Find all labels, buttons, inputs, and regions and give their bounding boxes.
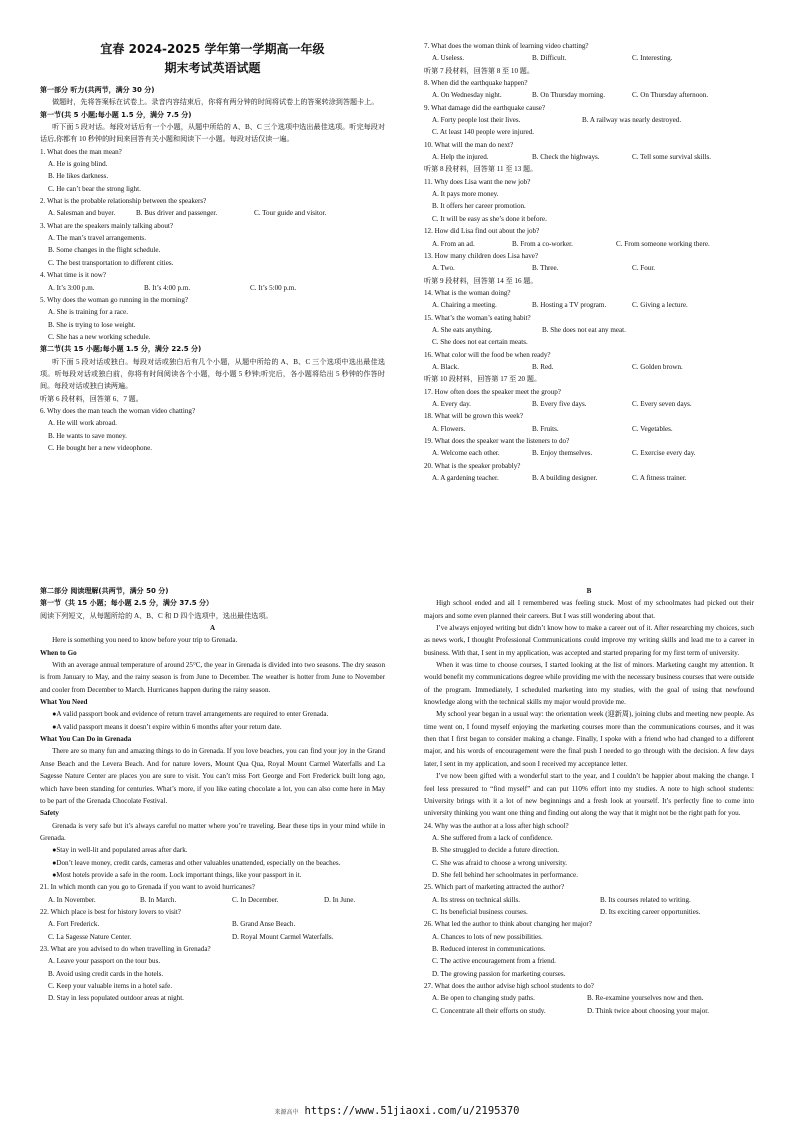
option-a: A. Fort Frederick. bbox=[48, 920, 100, 929]
question-stem: 9. What damage did the earthquake cause? bbox=[424, 103, 545, 112]
listening-section1-heading: 第一节(共 5 小题;每小题 1.5 分，满分 7.5 分) bbox=[40, 110, 192, 119]
option-b: B. Difficult. bbox=[532, 54, 567, 63]
option-c: C. Tour guide and visitor. bbox=[254, 209, 327, 218]
question-2 bbox=[40, 195, 385, 220]
reading-section1-instructions: 阅读下列短文，从每题所给的 A、B、C 和 D 四个选项中，选出最佳选项。 bbox=[40, 611, 273, 620]
option-b: B. Avoid using credit cards in the hotels. bbox=[48, 969, 164, 978]
question-11 bbox=[424, 176, 754, 225]
option-a: A. In November. bbox=[48, 895, 96, 904]
option-b: B. A railway was nearly destroyed. bbox=[582, 116, 682, 125]
question-stem: 18. What will be grown this week? bbox=[424, 412, 523, 421]
reading-section1-heading: 第一节（共 15 小题；每小题 2.5 分，满分 37.5 分） bbox=[40, 599, 214, 608]
source-footer bbox=[0, 1104, 794, 1120]
listening-column-right bbox=[424, 40, 754, 484]
listening-section2-instructions: 听下面 5 段对话或独白。每段对话或独白后有几个小题，从题中所给的 A、B、C 三个选项中选出最佳选项。听每段对话或独白前，你将有时间阅读各个小题，每小题 5 秒钟;听完后，各小题将给出 5 秒钟的作答时间。每段对话或独白读两遍。 bbox=[40, 357, 385, 391]
option-c: C. Golden brown. bbox=[632, 362, 683, 371]
option-b: B. Every five days. bbox=[532, 399, 587, 408]
option-a: A. He is going blind. bbox=[48, 160, 108, 169]
option-c: C. He can’t bear the strong light. bbox=[48, 184, 141, 193]
question-25 bbox=[424, 881, 754, 918]
material-note-10: 听第 10 段材料，回答第 17 至 20 题。 bbox=[424, 375, 542, 384]
question-stem: 20. What is the speaker probably? bbox=[424, 461, 521, 470]
listening-part-heading: 第一部分 听力(共两节，满分 30 分) bbox=[40, 86, 155, 94]
option-c: C. Four. bbox=[632, 264, 656, 273]
option-c: C. Every seven days. bbox=[632, 399, 692, 408]
passage-a-heading-do: What You Can Do in Grenada bbox=[40, 735, 132, 744]
question-stem: 8. When did the earthquake happen? bbox=[424, 79, 528, 88]
listening-column-left bbox=[40, 40, 385, 454]
option-b: B. It offers her career promotion. bbox=[432, 202, 526, 211]
listening-section2-heading: 第二节(共 15 小题;每小题 1.5 分，满分 22.5 分) bbox=[40, 345, 202, 354]
footer-url-link[interactable]: https://www.51jiaoxi.com/u/2195370 bbox=[304, 1105, 520, 1117]
question-10 bbox=[424, 139, 754, 164]
option-b: B. She struggled to decide a future direction. bbox=[432, 846, 560, 855]
question-13 bbox=[424, 250, 754, 275]
question-stem: 14. What is the woman doing? bbox=[424, 288, 511, 297]
option-a: A. Every day. bbox=[432, 399, 471, 408]
option-b: B. Bus driver and passenger. bbox=[136, 209, 218, 218]
question-stem: 24. Why was the author at a loss after high school? bbox=[424, 821, 569, 830]
option-c: C. A fitness trainer. bbox=[632, 474, 687, 483]
question-stem: 27. What does the author advise high school students to do? bbox=[424, 982, 594, 990]
passage-b-label: B bbox=[586, 587, 592, 595]
question-18 bbox=[424, 410, 754, 435]
reading-part-heading: 第二部分 阅读理解(共两节，满分 50 分) bbox=[40, 587, 169, 595]
exam-subtitle: 期末考试英语试题 bbox=[164, 61, 261, 75]
question-stem: 23. What are you advised to do when travelling in Grenada? bbox=[40, 944, 211, 953]
question-stem: 4. What time is it now? bbox=[40, 271, 107, 280]
option-b: B. He likes darkness. bbox=[48, 172, 109, 181]
option-a: A. Salesman and buyer. bbox=[48, 209, 116, 218]
passage-a-bullet: ●Don’t leave money, credit cards, cameras and other valuables unattended, especially on the beaches. bbox=[52, 858, 341, 867]
option-d: D. Its exciting career opportunities. bbox=[600, 907, 701, 916]
option-c: C. Exercise every day. bbox=[632, 449, 696, 458]
option-b: B. Some changes in the flight schedule. bbox=[48, 246, 161, 255]
passage-b-paragraph: My school year began in a usual way: the orientation week (迎新周), joining clubs and meeting new people. As time went on, I found myself enjoying the marketing courses more than the communications courses, and it was then that I first began to consider making a change. Finally, I spoke with a friend who had changed to a different major, and his words of encouragement were the final push I needed to go through with the decision. A few days later, I sent in my application, and soon I received my acceptance letter. bbox=[424, 710, 754, 768]
option-c: C. She does not eat certain meats. bbox=[432, 338, 528, 347]
passage-a-heading-when: When to Go bbox=[40, 648, 77, 657]
option-a: A. On Wednesday night. bbox=[432, 91, 502, 100]
passage-b-paragraph: I’ve now been gifted with a wonderful start to the year, and I couldn’t be happier about making the change. I feel less pressured to “find myself” and can put 110% effort into my studies. A note to high school students: University brings with it a lot of new beginnings and a fresh look at yourself. It’s perfectly fine to come into university thinking you want one thing and finding out along the way that it might not be the right path for you. bbox=[424, 772, 754, 818]
option-b: B. She is trying to lose weight. bbox=[48, 320, 136, 329]
option-c: C. She was afraid to choose a wrong university. bbox=[432, 858, 568, 867]
option-a: A. Chances to lots of new possibilities. bbox=[432, 932, 543, 941]
question-stem: 1. What does the man mean? bbox=[40, 147, 122, 156]
option-d: D. Royal Mount Carmel Waterfalls. bbox=[232, 932, 334, 941]
option-b: B. From a co-worker. bbox=[512, 239, 573, 248]
footer-tag: 来源高中 bbox=[274, 1109, 299, 1116]
option-d: D. The growing passion for marketing courses. bbox=[432, 969, 566, 978]
option-d: D. She fell behind her schoolmates in performance. bbox=[432, 870, 578, 879]
option-d: D. Think twice about choosing your major. bbox=[587, 1006, 710, 1015]
question-stem: 22. Which place is best for history lovers to visit? bbox=[40, 907, 181, 916]
question-16 bbox=[424, 349, 754, 374]
question-23 bbox=[40, 943, 385, 1005]
question-27 bbox=[424, 980, 754, 1017]
material-note-9: 听第 9 段材料，回答第 14 至 16 题。 bbox=[424, 276, 538, 285]
question-stem: 13. How many children does Lisa have? bbox=[424, 251, 539, 260]
option-a: A. Flowers. bbox=[432, 424, 466, 433]
question-stem: 19. What does the speaker want the listeners to do? bbox=[424, 437, 570, 445]
option-b: B. Red. bbox=[532, 362, 554, 371]
option-b: B. It’s 4:00 p.m. bbox=[144, 283, 191, 292]
question-15 bbox=[424, 312, 754, 349]
question-stem: 6. Why does the man teach the woman video chatting? bbox=[40, 406, 196, 415]
question-1 bbox=[40, 146, 385, 195]
option-a: A. A gardening teacher. bbox=[432, 474, 499, 483]
question-stem: 16. What color will the food be when ready? bbox=[424, 350, 551, 359]
question-24 bbox=[424, 820, 754, 882]
option-a: A. Leave your passport on the tour bus. bbox=[48, 957, 161, 966]
option-b: B. Check the highways. bbox=[532, 153, 600, 162]
option-c: C. It’s 5:00 p.m. bbox=[250, 283, 297, 292]
option-a: A. Be open to changing study paths. bbox=[432, 994, 535, 1003]
question-22 bbox=[40, 906, 385, 943]
option-a: A. She is training for a race. bbox=[48, 308, 128, 317]
option-a: A. It’s 3:00 p.m. bbox=[48, 283, 95, 292]
passage-a-paragraph: With an average annual temperature of around 25°C, the year in Grenada is divided into two seasons. The dry season is from January to May, and the rainy season is from June to December. The weather is hotter from June to November and cooler from December to March. Hurricanes happen during the rainy season. bbox=[40, 661, 385, 694]
material-note-6: 听第 6 段材料，回答第 6、7 题。 bbox=[40, 394, 143, 403]
option-c: C. In December. bbox=[232, 895, 279, 904]
option-c: C. At least 140 people were injured. bbox=[432, 128, 535, 137]
option-c: C. Concentrate all their efforts on study. bbox=[432, 1006, 546, 1015]
passage-a-heading-safety: Safety bbox=[40, 809, 59, 818]
reading-column-right bbox=[424, 585, 754, 1017]
passage-a-paragraph: Grenada is very safe but it’s always careful no matter where you’re traveling. Bear these tips in your mind while in Grenada. bbox=[40, 821, 385, 842]
passage-a-heading-need: What You Need bbox=[40, 698, 88, 707]
option-a: A. She eats anything. bbox=[432, 325, 493, 334]
option-a: A. Chairing a meeting. bbox=[432, 301, 497, 310]
question-stem: 26. What led the author to think about changing her major? bbox=[424, 920, 592, 929]
option-a: A. Its stress on technical skills. bbox=[432, 895, 521, 904]
passage-a-bullet: ●Stay in well-lit and populated areas after dark. bbox=[52, 846, 188, 855]
question-stem: 5. Why does the woman go running in the morning? bbox=[40, 295, 189, 304]
question-stem: 25. Which part of marketing attracted the author? bbox=[424, 883, 565, 892]
question-stem: 10. What will the man do next? bbox=[424, 140, 514, 149]
question-stem: 15. What’s the woman’s eating habit? bbox=[424, 313, 531, 322]
exam-title: 宜春 2024-2025 学年第一学期高一年级 bbox=[100, 42, 325, 56]
option-a: A. Black. bbox=[432, 362, 459, 371]
listening-instructions: 做题时，先将答案标在试卷上。录音内容结束后，你将有两分钟的时间将试卷上的答案转涂到答题卡上。 bbox=[52, 98, 379, 107]
option-a: A. She suffered from a lack of confidence. bbox=[432, 833, 553, 842]
option-c: C. On Thursday afternoon. bbox=[632, 91, 709, 100]
option-c: C. La Sagesse Nature Center. bbox=[48, 932, 132, 941]
option-a: A. Two. bbox=[432, 264, 455, 273]
option-d: D. Stay in less populated outdoor areas at night. bbox=[48, 994, 184, 1003]
material-note-7: 听第 7 段材料，回答第 8 至 10 题。 bbox=[424, 66, 534, 75]
option-c: C. The best transportation to different cities. bbox=[48, 258, 174, 267]
question-stem: 12. How did Lisa find out about the job? bbox=[424, 227, 540, 236]
option-b: B. Its courses related to writing. bbox=[600, 895, 691, 904]
option-a: A. Useless. bbox=[432, 54, 465, 63]
question-17 bbox=[424, 386, 754, 411]
option-a: A. It pays more money. bbox=[432, 190, 499, 199]
question-stem: 2. What is the probable relationship between the speakers? bbox=[40, 197, 207, 206]
question-21 bbox=[40, 881, 385, 906]
option-a: A. Forty people lost their lives. bbox=[432, 116, 521, 125]
option-c: C. Interesting. bbox=[632, 54, 673, 63]
option-b: B. She does not eat any meat. bbox=[542, 325, 626, 334]
passage-b-paragraph: High school ended and all I remembered was feeling stuck. Most of my schoolmates had picked out their majors and some even planned their careers. But I was still wondering about that. bbox=[424, 599, 754, 620]
question-19 bbox=[424, 435, 754, 460]
question-stem: 17. How often does the speaker meet the group? bbox=[424, 387, 561, 396]
option-d: D. In June. bbox=[324, 895, 356, 904]
option-c: C. The active encouragement from a friend. bbox=[432, 957, 556, 966]
passage-a-intro: Here is something you need to know before your trip to Grenada. bbox=[52, 636, 238, 645]
question-20 bbox=[424, 460, 754, 485]
option-c: C. Its beneficial business courses. bbox=[432, 907, 528, 916]
material-note-8: 听第 8 段材料，回答第 11 至 13 题。 bbox=[424, 165, 538, 174]
option-b: B. Hosting a TV program. bbox=[532, 301, 607, 310]
question-12 bbox=[424, 225, 754, 250]
option-b: B. On Thursday morning. bbox=[532, 91, 605, 100]
question-26 bbox=[424, 918, 754, 980]
question-stem: 3. What are the speakers mainly talking about? bbox=[40, 221, 174, 230]
question-3 bbox=[40, 220, 385, 269]
question-9 bbox=[424, 102, 754, 139]
option-c: C. Keep your valuable items in a hotel safe. bbox=[48, 982, 173, 990]
question-stem: 11. Why does Lisa want the new job? bbox=[424, 177, 531, 186]
question-4 bbox=[40, 269, 385, 294]
option-a: A. Help the injured. bbox=[432, 153, 489, 162]
passage-a-label: A bbox=[209, 624, 216, 633]
question-stem: 21. In which month can you go to Grenada if you want to avoid hurricanes? bbox=[40, 883, 255, 892]
passage-a-bullet: ●Most hotels provide a safe in the room. Lock important things, like your passport in it. bbox=[52, 870, 302, 879]
listening-section1-instructions: 听下面 5 段对话。每段对话后有一个小题，从题中所给的 A、B、C 三个选项中选出最佳选项。听完每段对话后,你都有 10 秒钟的时间来回答有关小题和阅读下一小题。每段对话仅读一遍。 bbox=[40, 123, 385, 144]
passage-a-bullet: ●A valid passport means it doesn’t expire within 6 months after your return date. bbox=[52, 722, 282, 731]
option-b: B. Three. bbox=[532, 264, 559, 273]
option-b: B. Re-examine yourselves now and then. bbox=[587, 994, 704, 1003]
question-8 bbox=[424, 77, 754, 102]
question-14 bbox=[424, 287, 754, 312]
option-b: B. A building designer. bbox=[532, 474, 598, 483]
option-c: C. It will be easy as she’s done it before. bbox=[432, 214, 547, 223]
reading-column-left bbox=[40, 585, 385, 1005]
option-b: B. Grand Anse Beach. bbox=[232, 920, 296, 929]
question-stem: 7. What does the woman think of learning video chatting? bbox=[424, 42, 589, 50]
option-c: C. She has a new working schedule. bbox=[48, 332, 151, 341]
option-c: C. Vegetables. bbox=[632, 424, 673, 433]
option-b: B. In March. bbox=[140, 895, 177, 904]
option-a: A. Welcome each other. bbox=[432, 449, 500, 458]
passage-b-paragraph: When it was time to choose courses, I started looking at the list of minors. Marketing caught my attention. It would benefit my communications degree while providing me with the necessary business courses that were outside of the program. Immediately, I scheduled marketing into my studies, with the goal of using that newfound knowledge along with the technical skills my major would provide me. bbox=[424, 661, 754, 707]
question-5 bbox=[40, 294, 385, 343]
option-a: A. The man’s travel arrangements. bbox=[48, 234, 146, 243]
passage-a-bullet: ●A valid passport book and evidence of return travel arrangements are required to enter Grenada. bbox=[52, 710, 329, 719]
option-c: C. Giving a lecture. bbox=[632, 301, 688, 310]
option-a: A. From an ad. bbox=[432, 239, 475, 248]
option-b: B. Fruits. bbox=[532, 424, 559, 433]
option-c: C. From someone working there. bbox=[616, 239, 710, 248]
option-b: B. He wants to save money. bbox=[48, 431, 127, 440]
passage-b-paragraph: I’ve always enjoyed writing but didn’t know how to make a career out of it. After researching my choices, such as news work, I thought Professional Communications could improve my writing skills and lead me to a career in business. With that, I sent in my application, was accepted and started preparing for my first term of university. bbox=[424, 624, 754, 657]
option-b: B. Enjoy themselves. bbox=[532, 449, 593, 458]
option-c: C. He bought her a new videophone. bbox=[48, 443, 153, 452]
question-7 bbox=[424, 40, 754, 65]
option-c: C. Tell some survival skills. bbox=[632, 153, 711, 162]
option-b: B. Reduced interest in communications. bbox=[432, 944, 546, 953]
option-a: A. He will work abroad. bbox=[48, 419, 117, 428]
question-6 bbox=[40, 405, 385, 454]
passage-a-paragraph: There are so many fun and amazing things to do in Grenada. If you love beaches, you can find your joy in the Grand Anse Beach and the Levera Beach. And for nature lovers, Mount Qua Qua, Royal Mount Carmel Waterfalls and La Sagesse Nature Center are places you are sure to visit. You can’t miss Fort George and Fort Frederick built long ago, which have been standing for centuries. What’s more, if you like eating chocolate a lot, you can also come here in May to be part of the Grenada Chocolate Festival. bbox=[40, 747, 385, 805]
